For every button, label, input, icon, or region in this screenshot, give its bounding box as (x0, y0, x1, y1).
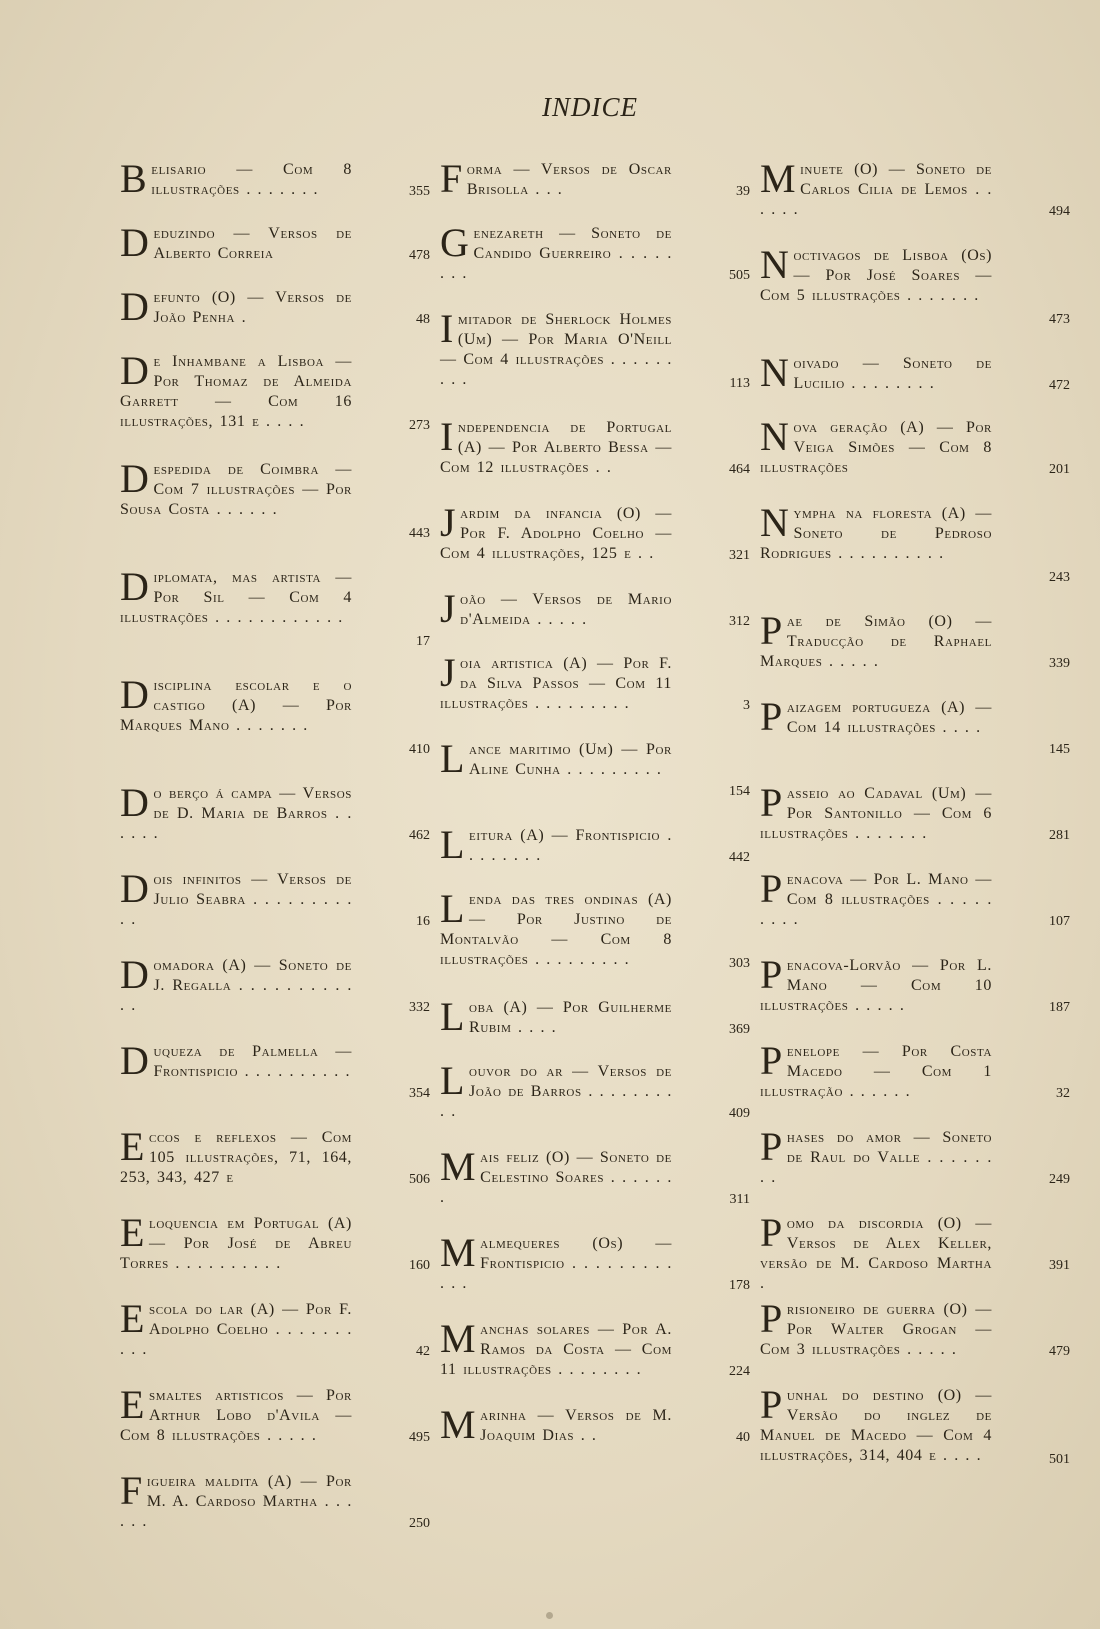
index-entry (760, 1210, 1070, 1292)
index-entry (120, 672, 430, 760)
entry-page-number: 187 (1049, 1000, 1070, 1015)
entry-page-number: 281 (1049, 828, 1070, 843)
entry-text: Eccos e reflexos — Com 105 illustrações, 71, 164, 253, 343, 427 e (120, 1124, 352, 1186)
entry-page-number: 201 (1049, 462, 1070, 477)
entry-text: Joia artistica (A) — Por F. da Silva Passos — Com 11 illustrações . . . . . . . . . (440, 650, 672, 712)
entry-text: Nympha na floresta (A) — Soneto de Pedroso Rodrigues . . . . . . . . . . (760, 500, 992, 562)
entry-page-number: 42 (416, 1344, 430, 1359)
index-column-1 (120, 156, 430, 1558)
entry-page-number: 40 (736, 1430, 750, 1445)
entry-page-number: 113 (729, 376, 750, 391)
entry-text: Phases do amor — Soneto de Raul do Valle . . . . . . . . (760, 1124, 992, 1186)
entry-page-number: 369 (729, 1022, 750, 1037)
index-entry (760, 952, 1070, 1018)
index-entry (760, 414, 1070, 480)
entry-page-number: 473 (1049, 312, 1070, 327)
entry-text: Loba (A) — Por Guilherme Rubim . . . . (440, 994, 672, 1039)
entry-page-number: 3 (743, 698, 750, 713)
entry-page-number: 479 (1049, 1344, 1070, 1359)
entry-page-number: 410 (409, 742, 430, 757)
index-column-3 (760, 156, 1070, 1494)
index-entry (440, 156, 750, 202)
entry-page-number: 39 (736, 184, 750, 199)
entry-text: Penacova-Lorvão — Por L. Mano — Com 10 illustrações . . . . . (760, 952, 992, 1014)
index-entry (760, 694, 1070, 760)
index-entry (440, 1058, 750, 1124)
index-entry (760, 1296, 1070, 1362)
entry-page-number: 462 (409, 828, 430, 843)
entry-text: Paizagem portugueza (A) — Com 14 illustrações . . . . (760, 694, 992, 739)
index-entry (440, 822, 750, 868)
entry-page-number: 495 (409, 1430, 430, 1445)
entry-page-number: 494 (1049, 204, 1070, 219)
entry-text: Louvor do ar — Versos de João de Barros . . . . . . . . . . (440, 1058, 672, 1120)
entry-page-number: 160 (409, 1258, 430, 1273)
entry-text: Diplomata, mas artista — Por Sil — Com 4 illustrações . . . . . . . . . . . . (120, 564, 352, 626)
index-entry (120, 156, 430, 202)
index-entry (120, 1468, 430, 1534)
entry-text: Disciplina escolar e o castigo (A) — Por Marques Mano . . . . . . . (120, 672, 352, 734)
page-ornament-dot (546, 1612, 553, 1619)
entry-text: Do berço á campa — Versos de D. Maria de Barros . . . . . . (120, 780, 352, 842)
entry-text: De Inhambane a Lisboa — Por Thomaz de Almeida Garrett — Com 16 illustrações, 131 e . . . . (120, 348, 352, 430)
entry-page-number: 224 (729, 1364, 750, 1379)
entry-text: Marinha — Versos de M. Joaquim Dias . . (440, 1402, 672, 1447)
entry-text: Escola do lar (A) — Por F. Adolpho Coelho . . . . . . . . . . (120, 1296, 352, 1358)
entry-text: Imitador de Sherlock Holmes (Um) — Por Maria O'Neill — Com 4 illustrações . . . . . . . . . (440, 306, 672, 388)
index-entry (440, 500, 750, 566)
entry-page-number: 506 (409, 1172, 430, 1187)
entry-text: Mais feliz (O) — Soneto de Celestino Soares . . . . . . . (440, 1144, 672, 1206)
index-entry (760, 1124, 1070, 1190)
entry-text: Penacova — Por L. Mano — Com 8 illustrações . . . . . . . . . (760, 866, 992, 928)
entry-page-number: 472 (1049, 378, 1070, 393)
index-entry (120, 348, 430, 436)
entry-text: Prisioneiro de guerra (O) — Por Walter Grogan — Com 3 illustrações . . . . . (760, 1296, 992, 1358)
entry-page-number: 505 (729, 268, 750, 283)
entry-text: Punhal do destino (O) — Versão do inglez de Manuel de Macedo — Com 4 illustrações, 314, 404 e . . . . (760, 1382, 992, 1464)
entry-page-number: 48 (416, 312, 430, 327)
index-entry (760, 608, 1070, 674)
index-entry (440, 414, 750, 480)
index-entry (760, 1038, 1070, 1104)
entry-text: Figueira maldita (A) — Por M. A. Cardoso Martha . . . . . . (120, 1468, 352, 1530)
entry-text: Noivado — Soneto de Lucilio . . . . . . . . (760, 350, 992, 395)
entry-text: Esmaltes artisticos — Por Arthur Lobo d'Avila — Com 8 illustrações . . . . . (120, 1382, 352, 1444)
entry-text: Penelope — Por Costa Macedo — Com 1 illustração . . . . . . (760, 1038, 992, 1100)
entry-text: Independencia de Portugal (A) — Por Alberto Bessa — Com 12 illustrações . . (440, 414, 672, 476)
index-entry (120, 220, 430, 266)
index-entry (760, 866, 1070, 932)
entry-page-number: 501 (1049, 1452, 1070, 1467)
entry-page-number: 311 (729, 1192, 750, 1207)
entry-page-number: 273 (409, 418, 430, 433)
entry-page-number: 249 (1049, 1172, 1070, 1187)
entry-text: Deduzindo — Versos de Alberto Correia (120, 220, 352, 265)
page-title: INDICE (542, 92, 638, 122)
entry-page-number: 243 (1049, 570, 1070, 585)
index-column-2 (440, 156, 750, 1470)
entry-page-number: 250 (409, 1516, 430, 1531)
index-entry (120, 1210, 430, 1276)
entry-page-number: 303 (729, 956, 750, 971)
index-entry (440, 1402, 750, 1448)
entry-page-number: 312 (729, 614, 750, 629)
entry-text: Noctivagos de Lisboa (Os) — Por José Soares — Com 5 illustrações . . . . . . . (760, 242, 992, 304)
index-entry (120, 456, 430, 544)
index-entry (760, 1382, 1070, 1470)
entry-text: Duqueza de Palmella — Frontispicio . . . . . . . . . . (120, 1038, 352, 1083)
index-entry (440, 1230, 750, 1296)
entry-page-number: 409 (729, 1106, 750, 1121)
entry-text: João — Versos de Mario d'Almeida . . . . . (440, 586, 672, 631)
index-entry (760, 242, 1070, 330)
entry-text: Jardim da infancia (O) — Por F. Adolpho Coelho — Com 4 illustrações, 125 e . . (440, 500, 672, 562)
entry-text: Manchas solares — Por A. Ramos da Costa — Com 11 illustrações . . . . . . . . (440, 1316, 672, 1378)
index-entry (440, 736, 750, 802)
index-entry (120, 564, 430, 652)
index-entry (120, 780, 430, 846)
entry-page-number: 154 (729, 784, 750, 799)
index-entry (120, 284, 430, 330)
entry-page-number: 178 (729, 1278, 750, 1293)
index-entry (440, 306, 750, 394)
index-entry (120, 1296, 430, 1362)
entry-page-number: 16 (416, 914, 430, 929)
entry-text: Minuete (O) — Soneto de Carlos Cilia de Lemos . . . . . . (760, 156, 992, 218)
entry-text: Pae de Simão (O) — Traducção de Raphael Marques . . . . . (760, 608, 992, 670)
entry-page-number: 478 (409, 248, 430, 263)
index-entry (120, 1382, 430, 1448)
entry-text: Passeio ao Cadaval (Um) — Por Santonillo — Com 6 illustrações . . . . . . . (760, 780, 992, 842)
entry-text: Defunto (O) — Versos de João Penha . (120, 284, 352, 329)
index-entry (440, 220, 750, 286)
entry-page-number: 321 (729, 548, 750, 563)
index-entry (440, 1316, 750, 1382)
index-entry (760, 350, 1070, 396)
entry-text: Nova geração (A) — Por Veiga Simões — Com 8 illustrações (760, 414, 992, 476)
index-entry (760, 780, 1070, 846)
entry-text: Malmequeres (Os) — Frontispicio . . . . . . . . . . . . (440, 1230, 672, 1292)
entry-page-number: 145 (1049, 742, 1070, 757)
index-entry (440, 1144, 750, 1210)
entry-text: Pomo da discordia (O) — Versos de Alex Keller, versão de M. Cardoso Martha . (760, 1210, 992, 1292)
entry-text: Belisario — Com 8 illustrações . . . . . . . (120, 156, 352, 201)
index-entry (120, 952, 430, 1018)
index-entry (120, 866, 430, 932)
entry-page-number: 443 (409, 526, 430, 541)
index-entry (760, 500, 1070, 588)
entry-text: Leitura (A) — Frontispicio . . . . . . . . (440, 822, 672, 867)
entry-page-number: 355 (409, 184, 430, 199)
entry-text: Despedida de Coimbra — Com 7 illustrações — Por Sousa Costa . . . . . . (120, 456, 352, 518)
index-entry (440, 650, 750, 716)
entry-page-number: 391 (1049, 1258, 1070, 1273)
entry-text: Forma — Versos de Oscar Brisolla . . . (440, 156, 672, 201)
entry-page-number: 339 (1049, 656, 1070, 671)
entry-text: Genezareth — Soneto de Candido Guerreiro . . . . . . . . (440, 220, 672, 282)
index-entry (120, 1124, 430, 1190)
entry-page-number: 32 (1056, 1086, 1070, 1101)
entry-text: Eloquencia em Portugal (A) — Por José de Abreu Torres . . . . . . . . . . (120, 1210, 352, 1272)
entry-text: Domadora (A) — Soneto de J. Regalla . . . . . . . . . . . . (120, 952, 352, 1014)
index-entry (120, 1038, 430, 1104)
index-entry (760, 156, 1070, 222)
entry-page-number: 442 (729, 850, 750, 865)
index-entry (440, 586, 750, 632)
index-entry (440, 994, 750, 1040)
entry-page-number: 332 (409, 1000, 430, 1015)
entry-text: Lance maritimo (Um) — Por Aline Cunha . . . . . . . . . (440, 736, 672, 781)
entry-page-number: 17 (416, 634, 430, 649)
entry-text: Dois infinitos — Versos de Julio Seabra . . . . . . . . . . . (120, 866, 352, 928)
entry-page-number: 464 (729, 462, 750, 477)
index-entry (440, 886, 750, 974)
entry-text: Lenda das tres ondinas (A) — Por Justino de Montalvão — Com 8 illustrações . . . . . . . . . (440, 886, 672, 968)
entry-page-number: 107 (1049, 914, 1070, 929)
entry-page-number: 354 (409, 1086, 430, 1101)
